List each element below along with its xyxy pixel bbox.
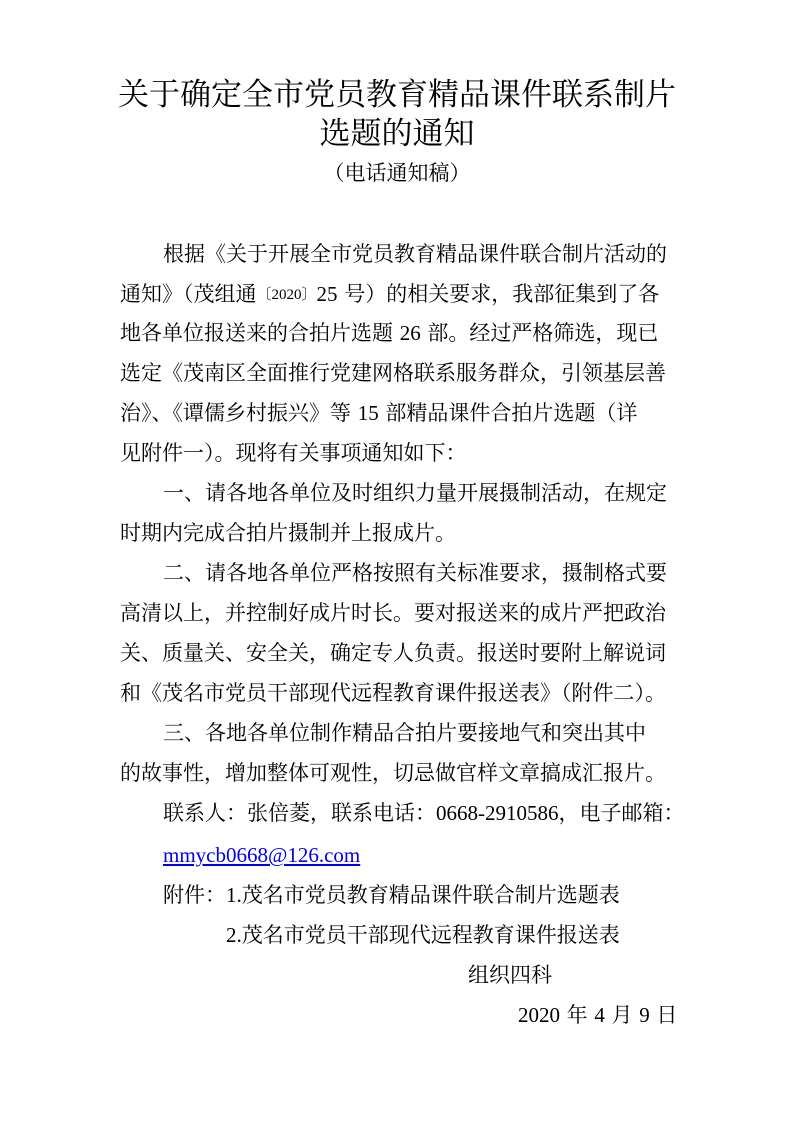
paragraph-1-line-2 — [120, 279, 680, 310]
signature-organization: 组织四科 — [468, 963, 552, 987]
paragraph-4-line-1: 三、各地各单位制作精品合拍片要接地气和突出其中 — [163, 721, 646, 745]
paragraph-1-line-3 — [120, 318, 680, 348]
date-month-char: 月 — [604, 1003, 640, 1027]
contact-phone: 0668-2910586 — [436, 801, 559, 825]
date-year: 2020 — [518, 1003, 560, 1027]
text-segment: 治》、《谭儒乡村振兴》等 — [120, 401, 358, 425]
document-number: 25 — [316, 282, 338, 306]
text-segment: 地各单位报送来的合拍片选题 — [120, 321, 400, 345]
date-day: 9 — [639, 1003, 650, 1027]
paragraph-1-line-6: 见附件一）。现将有关事项通知如下： — [120, 441, 467, 465]
attachment-line-1 — [163, 880, 723, 910]
attachment-line-2 — [226, 920, 786, 950]
paragraph-1-line-4: 选定《茂南区全面推行党建网格联系服务群众，引领基层善 — [120, 361, 666, 385]
document-title-line2: 选题的通知 — [319, 116, 475, 152]
contact-email-link[interactable]: mmycb0668@126.com — [163, 843, 361, 867]
contact-line — [163, 798, 723, 828]
document-title-line1: 关于确定全市党员教育精品课件联系制片 — [118, 77, 676, 113]
attachment-label: 附件： — [163, 883, 226, 907]
attachment-2-number: 2. — [226, 923, 242, 947]
attachment-1-number: 1. — [226, 883, 242, 907]
text-segment: 部精品课件合拍片选题（详 — [378, 401, 638, 425]
signature-date — [518, 1000, 678, 1030]
text-segment: 部。经过严格筛选，现已 — [420, 321, 659, 345]
contact-email-label: ，电子邮箱： — [558, 801, 685, 825]
date-year-char: 年 — [560, 1003, 595, 1027]
contact-label: 联系人：张倍菱，联系电话： — [163, 801, 436, 825]
document-year: 2020 — [271, 287, 302, 303]
text-segment: 号）的相关要求，我部征集到了各 — [337, 282, 660, 306]
paragraph-2-line-1: 一、请各地各单位及时组织力量开展摄制活动，在规定 — [163, 481, 667, 505]
document-subtitle: （电话通知稿） — [323, 161, 471, 185]
attachment-2-title: 茂名市党员干部现代远程教育课件报送表 — [241, 923, 620, 947]
paragraph-1-line-1: 根据《关于开展全市党员教育精品课件联合制片活动的 — [163, 242, 667, 266]
count-number: 26 — [399, 321, 421, 345]
text-segment: 通知》（茂组通 — [120, 282, 257, 306]
date-day-char: 日 — [649, 1003, 678, 1027]
paragraph-3-line-1: 二、请各地各单位严格按照有关标准要求，摄制格式要 — [163, 561, 667, 585]
count-number: 15 — [357, 401, 379, 425]
paragraph-3-line-4: 和《茂名市党员干部现代远程教育课件报送表》（附件二）。 — [120, 681, 666, 705]
paragraph-4-line-2: 的故事性，增加整体可观性，切忌做官样文章搞成汇报片。 — [120, 761, 666, 785]
paragraph-2-line-2: 时期内完成合拍片摄制并上报成片。 — [120, 521, 456, 545]
paragraph-3-line-3: 关、质量关、安全关，确定专人负责。报送时要附上解说词 — [120, 641, 666, 665]
contact-email-line — [163, 840, 723, 870]
attachment-1-title: 茂名市党员教育精品课件联合制片选题表 — [241, 883, 620, 907]
date-month: 4 — [594, 1003, 605, 1027]
paragraph-1-line-5 — [120, 398, 680, 428]
bracket-left: 〔 — [256, 287, 272, 303]
paragraph-3-line-2: 高清以上，并控制好成片时长。要对报送来的成片严把政治 — [120, 601, 666, 625]
bracket-right: 〕 — [301, 287, 317, 303]
